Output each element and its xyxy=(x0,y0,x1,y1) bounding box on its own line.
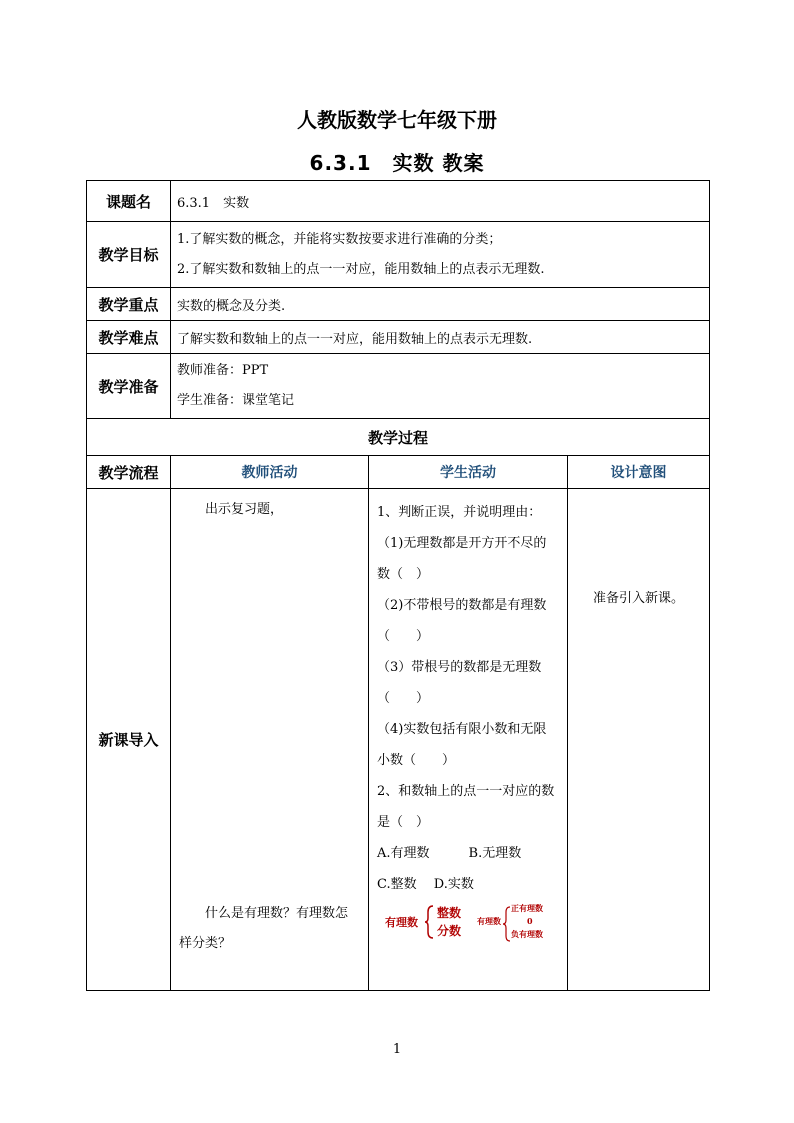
row-columns xyxy=(87,456,710,489)
right-brace-icon xyxy=(503,906,511,942)
diagram-right-child: 负有理数 xyxy=(511,929,543,939)
preparation-item: 教师准备：PPT xyxy=(177,363,269,378)
row-intro-stage xyxy=(87,489,710,991)
row-objectives xyxy=(87,222,710,288)
teacher-activity-line: 出示复习题， xyxy=(205,502,284,517)
document-subtitle: 6.3.1 实数 教案 xyxy=(309,151,485,175)
design-intent: 准备引入新课。 xyxy=(568,489,710,991)
student-activity-line: 小数（ ） xyxy=(377,753,456,768)
objectives-label: 教学目标 xyxy=(87,222,171,288)
student-activity-line: 1、判断正误，并说明理由： xyxy=(377,505,542,520)
page-number: 1 xyxy=(392,1042,402,1057)
preparation-value xyxy=(171,354,710,419)
diagram-left-child: 分数 xyxy=(437,924,462,938)
diagram-right-root: 有理数 xyxy=(477,916,501,926)
document-title: 人教版数学七年级下册 xyxy=(297,108,497,132)
difficulty-value: 了解实数和数轴上的点一一对应，能用数轴上的点表示无理数. xyxy=(171,321,710,354)
teacher-activity-line: 什么是有理数？有理数怎样分类？ xyxy=(179,906,349,951)
student-activity-line: （ ） xyxy=(377,691,430,706)
diagram-left-child: 整数 xyxy=(437,906,462,920)
preparation-label: 教学准备 xyxy=(87,354,171,419)
student-activity-line: （ ） xyxy=(377,629,430,644)
rational-number-classification-diagram xyxy=(377,900,561,952)
row-topic xyxy=(87,181,710,222)
objectives-value xyxy=(171,222,710,288)
row-process-heading xyxy=(87,419,710,456)
diagram-right-child: 0 xyxy=(527,916,533,926)
preparation-item: 学生准备：课堂笔记 xyxy=(177,393,295,408)
left-brace-icon xyxy=(425,904,435,940)
student-activity-line: 数（ ） xyxy=(377,567,430,582)
topic-label: 课题名 xyxy=(87,181,171,222)
column-header-student: 学生活动 xyxy=(369,456,568,489)
student-activity-line: A.有理数 B.无理数 xyxy=(377,846,522,861)
row-preparation xyxy=(87,354,710,419)
student-activity-line: （2)不带根号的数都是有理数 xyxy=(377,598,547,613)
row-key-point xyxy=(87,288,710,321)
topic-value: 6.3.1 实数 xyxy=(171,181,710,222)
column-header-stage: 教学流程 xyxy=(87,456,171,489)
process-heading: 教学过程 xyxy=(87,419,710,456)
student-activity-line: （3）带根号的数都是无理数 xyxy=(377,660,542,675)
row-difficulty xyxy=(87,321,710,354)
student-activity-line: 2、和数轴上的点一一对应的数 xyxy=(377,784,555,799)
student-activity-line: （1)无理数都是开方开不尽的 xyxy=(377,536,547,551)
lesson-plan-table xyxy=(86,180,710,991)
key-point-value: 实数的概念及分类. xyxy=(171,288,710,321)
diagram-left-root: 有理数 xyxy=(385,916,418,929)
column-header-design: 设计意图 xyxy=(568,456,710,489)
key-point-label: 教学重点 xyxy=(87,288,171,321)
teacher-activity xyxy=(171,489,369,991)
objective-item: 2.了解实数和数轴上的点一一对应，能用数轴上的点表示无理数. xyxy=(177,261,545,277)
stage-label: 新课导入 xyxy=(87,489,171,991)
diagram-right-child: 正有理数 xyxy=(511,903,543,913)
difficulty-label: 教学难点 xyxy=(87,321,171,354)
student-activity-line: （4)实数包括有限小数和无限 xyxy=(377,722,547,737)
student-activity-line: C.整数 D.实数 xyxy=(377,877,474,892)
objective-item: 1.了解实数的概念，并能将实数按要求进行准确的分类； xyxy=(177,231,502,247)
student-activity-line: 是（ ） xyxy=(377,815,430,830)
column-header-teacher: 教师活动 xyxy=(171,456,369,489)
student-activity xyxy=(369,489,568,991)
